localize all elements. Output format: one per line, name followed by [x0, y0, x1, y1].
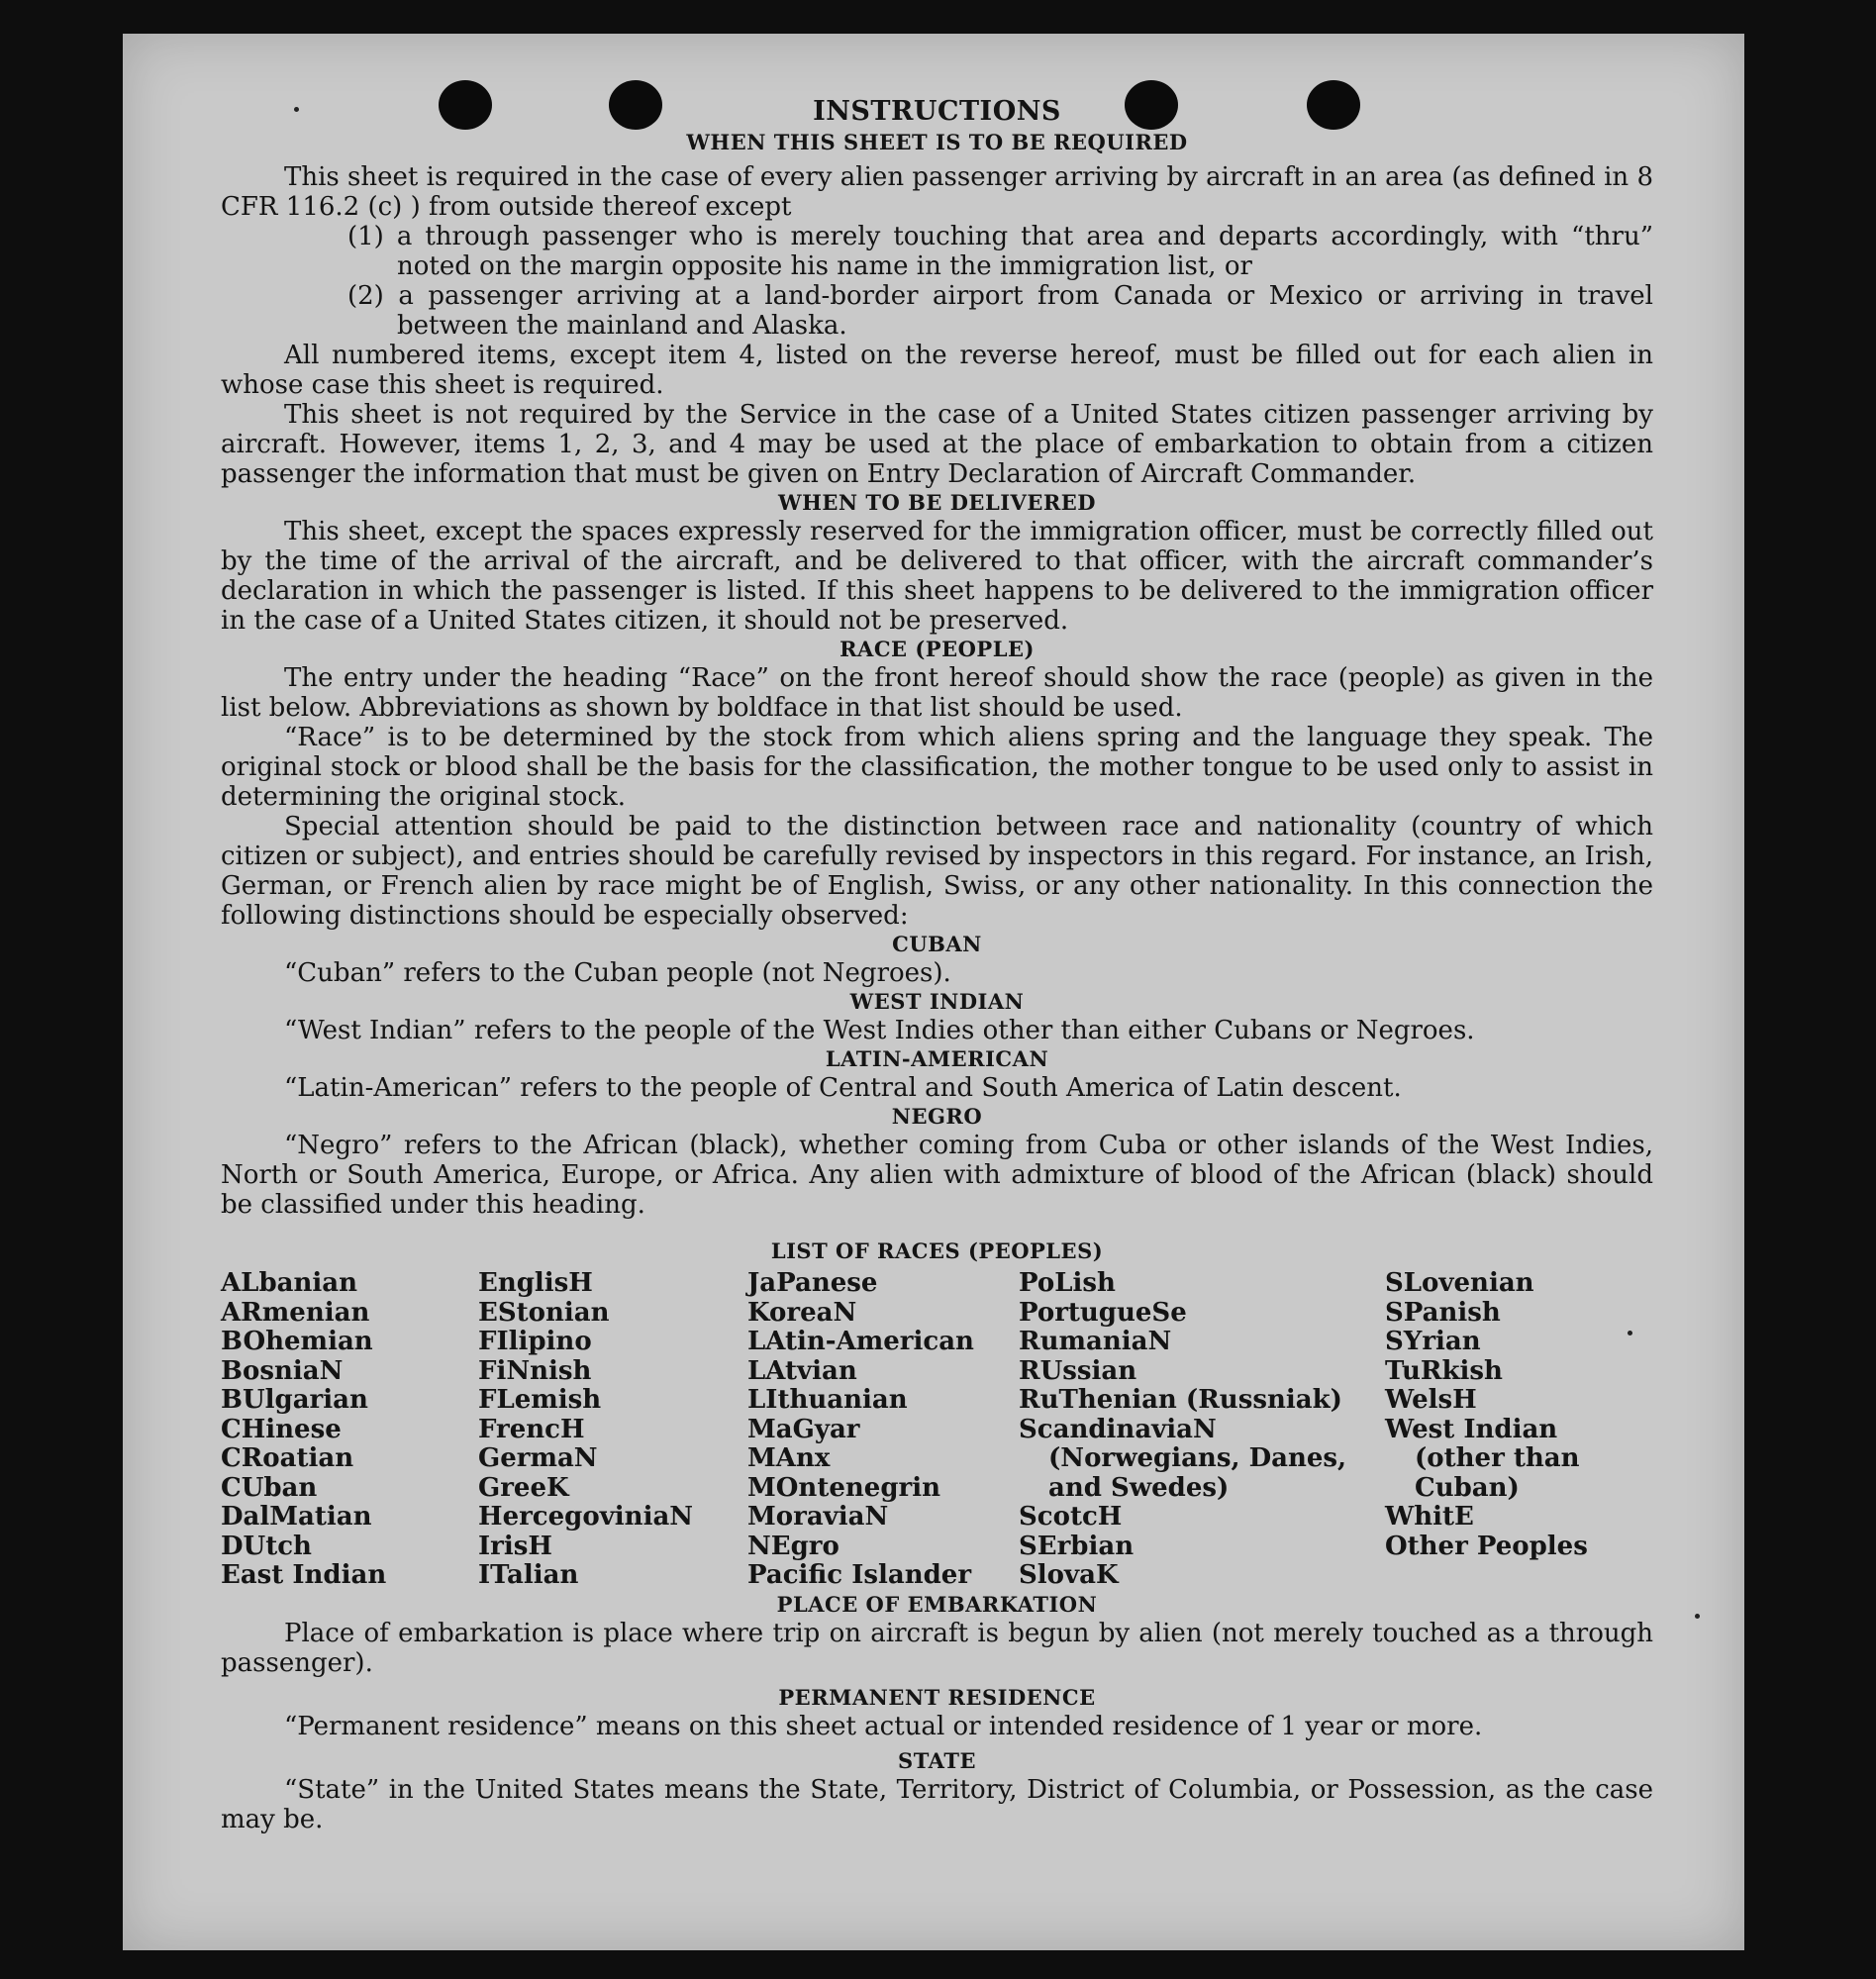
- race-entry: GermaN: [478, 1443, 598, 1473]
- paragraph: “Permanent residence” means on this sheet actual or intended residence of 1 year or more.: [284, 1711, 1483, 1741]
- section-heading: WHEN THIS SHEET IS TO BE REQUIRED: [686, 130, 1188, 154]
- race-entry: RUssian: [1019, 1355, 1137, 1386]
- race-entry: ITalian: [478, 1560, 579, 1590]
- section-heading: WHEN TO BE DELIVERED: [777, 490, 1096, 515]
- race-entry: IrisH: [478, 1531, 552, 1561]
- race-entry: LAtin-American: [747, 1327, 974, 1356]
- race-entry: MoraviaN: [747, 1502, 889, 1532]
- paragraph: “Race” is to be determined by the stock from which aliens spring and the language they speak. The original stock or blood shall be the basis for the classification, the mother tongue to be used only to assist in determining the original stock.: [221, 723, 1653, 812]
- section-heading: NEGRO: [891, 1104, 983, 1129]
- race-entry: ALbanian: [221, 1268, 358, 1298]
- race-entry: JaPanese: [747, 1268, 878, 1298]
- race-entry: WhitE: [1385, 1502, 1474, 1532]
- race-entry: LAtvian: [747, 1355, 857, 1386]
- document-sheet: [123, 34, 1744, 1950]
- exception-item: (1) a through passenger who is merely touching that area and departs accordingly, with “thru” noted on the margin opposite his name in the immigration list, or: [347, 222, 1653, 281]
- paragraph: “Negro” refers to the African (black), whether coming from Cuba or other islands of the West Indies, North or South America, Europe, or Africa. Any alien with admixture of blood of the African (black) should be classified under this heading.: [221, 1131, 1653, 1220]
- race-entry: Other Peoples: [1385, 1531, 1588, 1561]
- race-entry: East Indian: [221, 1560, 387, 1590]
- section-heading: LATIN-AMERICAN: [825, 1046, 1049, 1071]
- race-entry: FIlipino: [478, 1327, 592, 1356]
- race-entry: SLovenian: [1385, 1268, 1534, 1298]
- race-entry: PortugueSe: [1019, 1297, 1187, 1328]
- races-column: [1385, 1269, 1653, 1591]
- race-entry: SPanish: [1385, 1297, 1501, 1328]
- race-entry: FrencH: [478, 1414, 585, 1444]
- race-entry: ScotcH: [1019, 1502, 1123, 1532]
- race-entry: RuThenian (Russniak): [1019, 1385, 1342, 1415]
- races-column: [478, 1269, 747, 1591]
- race-entry: EStonian: [478, 1297, 610, 1328]
- section-heading: PERMANENT RESIDENCE: [778, 1684, 1096, 1710]
- race-entry: CUban: [221, 1472, 318, 1503]
- race-entry: BOhemian: [221, 1327, 373, 1356]
- paragraph: “State” in the United States means the State, Territory, District of Columbia, or Possession, as the case may be.: [221, 1774, 1653, 1834]
- race-entry: MOntenegrin: [747, 1472, 940, 1503]
- race-entry: TuRkish: [1385, 1355, 1503, 1386]
- race-entry: Pacific Islander: [747, 1560, 972, 1590]
- section-heading: STATE: [898, 1747, 976, 1773]
- paragraph: This sheet, except the spaces expressly reserved for the immigration officer, must be correctly filled out by the time of the arrival of the aircraft, and be delivered to that officer, with the aircraft commander’s declaration in which the passenger is listed. If this sheet happens to be delivered to the immigration officer in the case of a United States citizen, it should not be preserved.: [221, 517, 1653, 636]
- race-entry: ARmenian: [221, 1297, 370, 1328]
- section-heading: CUBAN: [892, 932, 982, 956]
- paragraph: Special attention should be paid to the distinction between race and nationality (country of which citizen or subject), and entries should be carefully revised by inspectors in this regard. For instance, an Irish, German, or French alien by race might be of English, Swiss, or any other nationality. In this connection the following distinctions should be especially observed:: [221, 812, 1653, 931]
- race-entry: RumaniaN: [1019, 1327, 1172, 1356]
- races-column: [747, 1269, 1019, 1591]
- race-entry: MaGyar: [747, 1414, 860, 1444]
- section-heading: WEST INDIAN: [849, 989, 1025, 1014]
- race-entry: West Indian (other than Cuban): [1385, 1414, 1580, 1503]
- race-entry: BUlgarian: [221, 1385, 368, 1415]
- race-entry: GreeK: [478, 1472, 569, 1503]
- race-entry: ScandinaviaN (Norwegians, Danes, and Swedes): [1019, 1414, 1347, 1503]
- race-entry: KoreaN: [747, 1297, 857, 1328]
- race-entry: BosniaN: [221, 1355, 344, 1386]
- race-entry: DalMatian: [221, 1502, 372, 1532]
- section-heading: LIST OF RACES (PEOPLES): [770, 1238, 1104, 1263]
- race-entry: EnglisH: [478, 1268, 593, 1298]
- page-title: INSTRUCTIONS: [813, 96, 1061, 127]
- paragraph: This sheet is required in the case of every alien passenger arriving by aircraft in an area (as defined in 8 CFR 116.2 (c) ) from outside thereof except: [221, 162, 1653, 222]
- paragraph: This sheet is not required by the Service in the case of a United States citizen passenger arriving by aircraft. However, items 1, 2, 3, and 4 may be used at the place of embarkation to obtain from a citizen passenger the information that must be given on Entry Declaration of Aircraft Commander.: [221, 400, 1653, 489]
- races-list: [221, 1269, 1653, 1591]
- exception-item: (2) a passenger arriving at a land-border airport from Canada or Mexico or arriving in travel between the mainland and Alaska.: [347, 281, 1653, 341]
- race-entry: SYrian: [1385, 1327, 1481, 1356]
- paragraph: The entry under the heading “Race” on the front hereof should show the race (people) as given in the list below. Abbreviations as shown by boldface in that list should be used.: [221, 663, 1653, 723]
- race-entry: MAnx: [747, 1443, 831, 1473]
- race-entry: CHinese: [221, 1414, 342, 1444]
- race-entry: FLemish: [478, 1385, 602, 1415]
- races-column: [1019, 1269, 1385, 1591]
- race-entry: FiNnish: [478, 1355, 592, 1386]
- race-entry: HercegoviniaN: [478, 1502, 694, 1532]
- race-entry: PoLish: [1019, 1268, 1116, 1298]
- race-entry: SlovaK: [1019, 1560, 1119, 1590]
- race-entry: SErbian: [1019, 1531, 1135, 1561]
- race-entry: CRoatian: [221, 1443, 354, 1473]
- races-column: [221, 1269, 478, 1591]
- section-heading: PLACE OF EMBARKATION: [776, 1591, 1098, 1617]
- paragraph: “Cuban” refers to the Cuban people (not Negroes).: [284, 958, 951, 988]
- paragraph: “Latin-American” refers to the people of Central and South America of Latin descent.: [284, 1073, 1402, 1103]
- race-entry: NEgro: [747, 1531, 839, 1561]
- race-entry: DUtch: [221, 1531, 312, 1561]
- paragraph: Place of embarkation is place where trip on aircraft is begun by alien (not merely touched as a through passenger).: [221, 1618, 1653, 1678]
- paragraph: All numbered items, except item 4, listed on the reverse hereof, must be filled out for each alien in whose case this sheet is required.: [221, 341, 1653, 400]
- race-entry: WelsH: [1385, 1385, 1477, 1415]
- race-entry: LIthuanian: [747, 1385, 908, 1415]
- speck: [1695, 1614, 1700, 1619]
- section-heading: RACE (PEOPLE): [839, 637, 1035, 661]
- instructions-content: [221, 95, 1653, 1834]
- paragraph: “West Indian” refers to the people of the West Indies other than either Cubans or Negroes.: [284, 1016, 1475, 1045]
